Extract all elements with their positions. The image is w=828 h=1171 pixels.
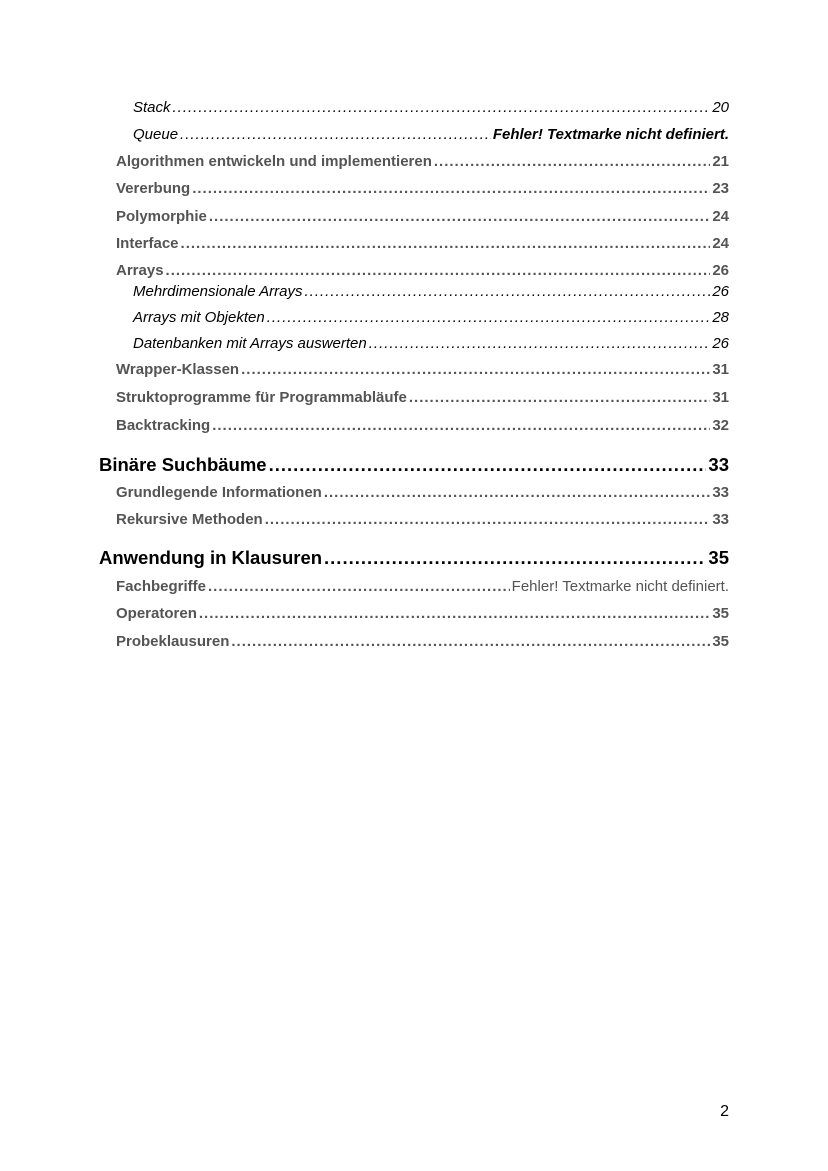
toc-entry-title: Probeklausuren <box>116 633 230 650</box>
toc-leader-dots <box>369 335 711 352</box>
toc-entry-fachbegriffe[interactable] <box>116 578 729 595</box>
page-number: 2 <box>720 1103 729 1120</box>
toc-entry-title: Backtracking <box>116 417 211 434</box>
toc-entry-title: Fachbegriffe <box>116 578 207 595</box>
toc-entry-page: 26 <box>712 283 729 300</box>
toc-entry-page: 21 <box>712 153 729 170</box>
toc-leader-dots <box>409 389 710 406</box>
toc-leader-dots <box>192 180 710 197</box>
toc-entry-queue[interactable] <box>133 126 729 143</box>
toc-entry-page: 20 <box>712 99 729 116</box>
toc-entry-page: 23 <box>712 180 729 197</box>
toc-entry-interface[interactable] <box>116 235 729 252</box>
toc-entry-title: Arrays <box>116 262 164 279</box>
toc-leader-dots <box>265 511 711 528</box>
toc-entry-arrays[interactable] <box>116 262 729 279</box>
toc-entry-page: 24 <box>712 208 729 225</box>
toc-leader-dots <box>324 547 706 568</box>
toc-entry-title: Polymorphie <box>116 208 207 225</box>
toc-entry-page: 35 <box>712 605 729 622</box>
toc-chapter-binaere-suchbaeume[interactable] <box>99 454 729 475</box>
toc-entry-title: Mehrdimensionale Arrays <box>133 283 303 300</box>
toc-entry-page: 35 <box>708 547 729 568</box>
toc-entry-page: 28 <box>712 309 729 326</box>
toc-entry-title: Interface <box>116 235 179 252</box>
toc-entry-error: Fehler! Textmarke nicht definiert. <box>511 578 729 595</box>
toc-entry-page: 35 <box>712 633 729 650</box>
toc-leader-dots <box>434 153 710 170</box>
toc-entry-wrapper-klassen[interactable] <box>116 361 729 378</box>
toc-leader-dots <box>199 605 710 622</box>
toc-entry-title: Anwendung in Klausuren <box>99 547 323 568</box>
toc-entry-page: 33 <box>708 454 729 475</box>
toc-entry-arrays-mit-objekten[interactable] <box>133 309 729 326</box>
toc-chapter-anwendung-in-klausuren[interactable] <box>99 547 729 568</box>
toc-entry-title: Queue <box>133 126 179 143</box>
toc-entry-title: Algorithmen entwickeln und implementieren <box>116 153 432 170</box>
toc-leader-dots <box>209 208 710 225</box>
toc-entry-title: Operatoren <box>116 605 197 622</box>
toc-leader-dots <box>241 361 710 378</box>
toc-entry-algorithmen[interactable] <box>116 153 729 170</box>
toc-entry-stack[interactable] <box>133 99 729 116</box>
toc-entry-page: 31 <box>712 361 729 378</box>
toc-entry-page: 26 <box>712 262 729 279</box>
toc-entry-struktoprogramme[interactable] <box>116 389 729 406</box>
toc-entry-polymorphie[interactable] <box>116 208 729 225</box>
toc-leader-dots <box>269 454 707 475</box>
toc-entry-page: 32 <box>712 417 729 434</box>
toc-entry-backtracking[interactable] <box>116 417 729 434</box>
toc-leader-dots <box>173 99 711 116</box>
toc-entry-title: Binäre Suchbäume <box>99 454 267 475</box>
toc-leader-dots <box>180 126 491 143</box>
toc-entry-grundlegende-informationen[interactable] <box>116 484 729 501</box>
toc-entry-probeklausuren[interactable] <box>116 633 729 650</box>
toc-entry-page: 31 <box>712 389 729 406</box>
toc-entry-title: Stack <box>133 99 171 116</box>
toc-leader-dots <box>208 578 510 595</box>
toc-entry-title: Struktoprogramme für Programmabläufe <box>116 389 407 406</box>
toc-leader-dots <box>212 417 710 434</box>
toc-entry-title: Wrapper-Klassen <box>116 361 240 378</box>
toc-entry-rekursive-methoden[interactable] <box>116 511 729 528</box>
toc-entry-page: 33 <box>712 511 729 528</box>
toc-entry-error: Fehler! Textmarke nicht definiert. <box>492 126 729 143</box>
toc-leader-dots <box>231 633 710 650</box>
toc-entry-title: Grundlegende Informationen <box>116 484 322 501</box>
toc-entry-operatoren[interactable] <box>116 605 729 622</box>
toc-entry-title: Rekursive Methoden <box>116 511 263 528</box>
toc-entry-page: 33 <box>712 484 729 501</box>
toc-leader-dots <box>166 262 711 279</box>
toc-entry-title: Datenbanken mit Arrays auswerten <box>133 335 367 352</box>
toc-entry-title: Arrays mit Objekten <box>133 309 265 326</box>
toc-leader-dots <box>181 235 711 252</box>
toc-leader-dots <box>324 484 710 501</box>
toc-entry-page: 26 <box>712 335 729 352</box>
toc-entry-mehrdimensionale-arrays[interactable] <box>133 283 729 300</box>
toc-entry-vererbung[interactable] <box>116 180 729 197</box>
toc-entry-page: 24 <box>712 235 729 252</box>
toc-entry-datenbanken[interactable] <box>133 335 729 352</box>
toc-leader-dots <box>305 283 711 300</box>
toc-entry-title: Vererbung <box>116 180 191 197</box>
toc-leader-dots <box>267 309 711 326</box>
